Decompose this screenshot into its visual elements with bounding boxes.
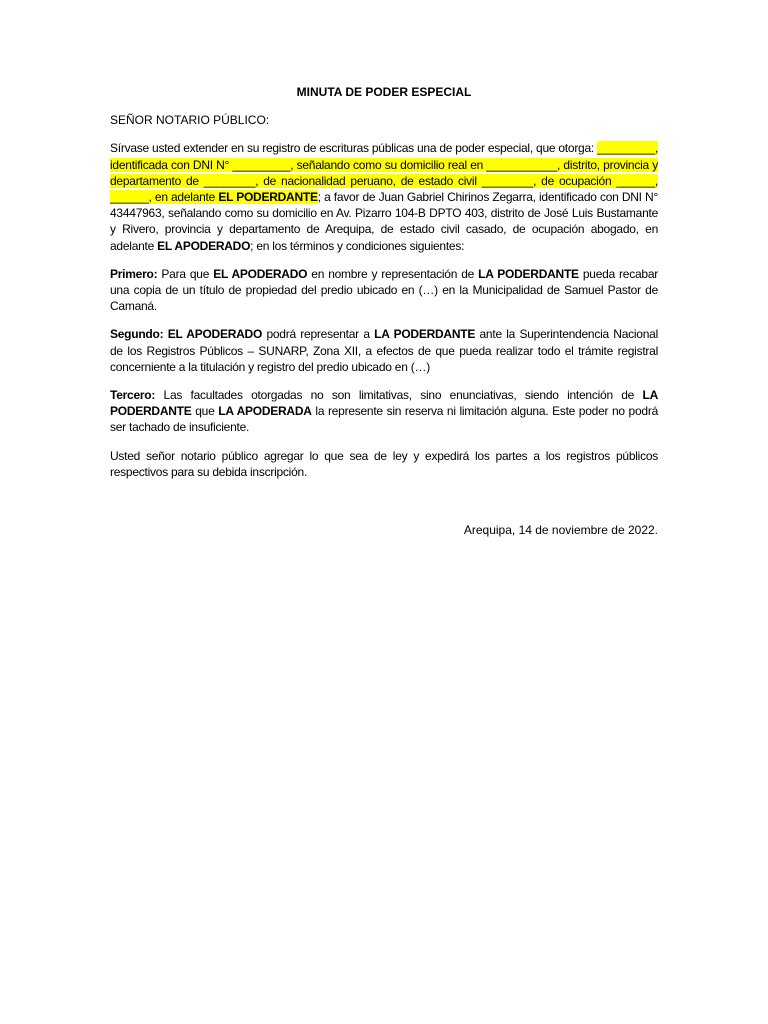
clause-primero-bold-1: EL APODERADO	[213, 266, 308, 281]
document-date: Arequipa, 14 de noviembre de 2022.	[463, 523, 658, 538]
clause-tercero-label: Tercero:	[110, 388, 156, 403]
el-apoderado-term: EL APODERADO	[157, 238, 251, 253]
el-poderdante-term: EL PODERDANTE	[218, 190, 318, 205]
intro-paragraph	[110, 140, 658, 253]
clause-segundo	[110, 326, 658, 375]
clause-segundo-label: Segundo:	[110, 327, 164, 342]
intro-text-1: Sírvase usted extender en su registro de escrituras públicas una de poder especial, que otorga:	[110, 141, 598, 156]
highlighted-grantor-fields: _________, identificada con DNI N° _________, señalando como su domicilio real en ___________, distrito, provincia y departamento de ________, de nacionalidad peruano, de estado civil ________, de ocupación ______, ______, en adelante	[110, 141, 658, 205]
clause-tercero-text-2: que	[191, 404, 219, 419]
clause-tercero-bold-2: LA APODERADA	[218, 404, 312, 419]
clause-segundo-text-2: podrá representar a	[262, 327, 375, 342]
clause-primero-text-2: en nombre y representación de	[307, 266, 479, 281]
intro-text-3: ; en los términos y condiciones siguientes:	[250, 238, 465, 253]
clause-primero-text-1: Para que	[157, 266, 214, 281]
intro-text-2: ; a favor de Juan Gabriel Chirinos Zegarra, identificado con DNI N° 43447963, señalando como su domicilio en Av. Pizarro 104-B DPTO 403, distrito de José Luis Bustamante y Rivero, provincia y departamento de Arequipa, de estado civil casado, de ocupación abogado, en adelante	[110, 190, 658, 253]
clause-segundo-text-3: ante la Superintendencia Nacional de los Registros Públicos – SUNARP, Zona XII, a efectos de que pueda realizar todo el trámite registral concerniente a la titulación y registro del predio ubicado en (…)	[110, 327, 658, 374]
clause-segundo-bold-1: EL APODERADO	[167, 327, 263, 342]
document-page	[110, 84, 658, 538]
clause-segundo-bold-2: LA PODERDANTE	[374, 327, 476, 342]
clause-primero-text-3: pueda recabar una copia de un título de propiedad del predio ubicado en (…) en la Municipalidad de Samuel Pastor de Camaná.	[110, 266, 658, 314]
salutation: SEÑOR NOTARIO PÚBLICO:	[110, 113, 270, 128]
clause-tercero-text-3: la represente sin reserva ni limitación alguna. Este poder no podrá ser tachado de insuficiente.	[110, 404, 658, 435]
clause-primero-bold-2: LA PODERDANTE	[478, 266, 579, 281]
clause-tercero-text-1: Las facultades otorgadas no son limitativas, sino enunciativas, siendo intención de	[155, 388, 643, 403]
closing-paragraph: Usted señor notario público agregar lo que sea de ley y expedirá los partes a los registros públicos respectivos para su debida inscripción.	[110, 448, 658, 479]
clause-primero-label: Primero:	[110, 266, 158, 281]
clause-primero	[110, 266, 658, 315]
clause-tercero-bold-1: LA PODERDANTE	[110, 388, 658, 419]
clause-tercero	[110, 387, 658, 436]
document-title: MINUTA DE PODER ESPECIAL	[296, 85, 472, 99]
